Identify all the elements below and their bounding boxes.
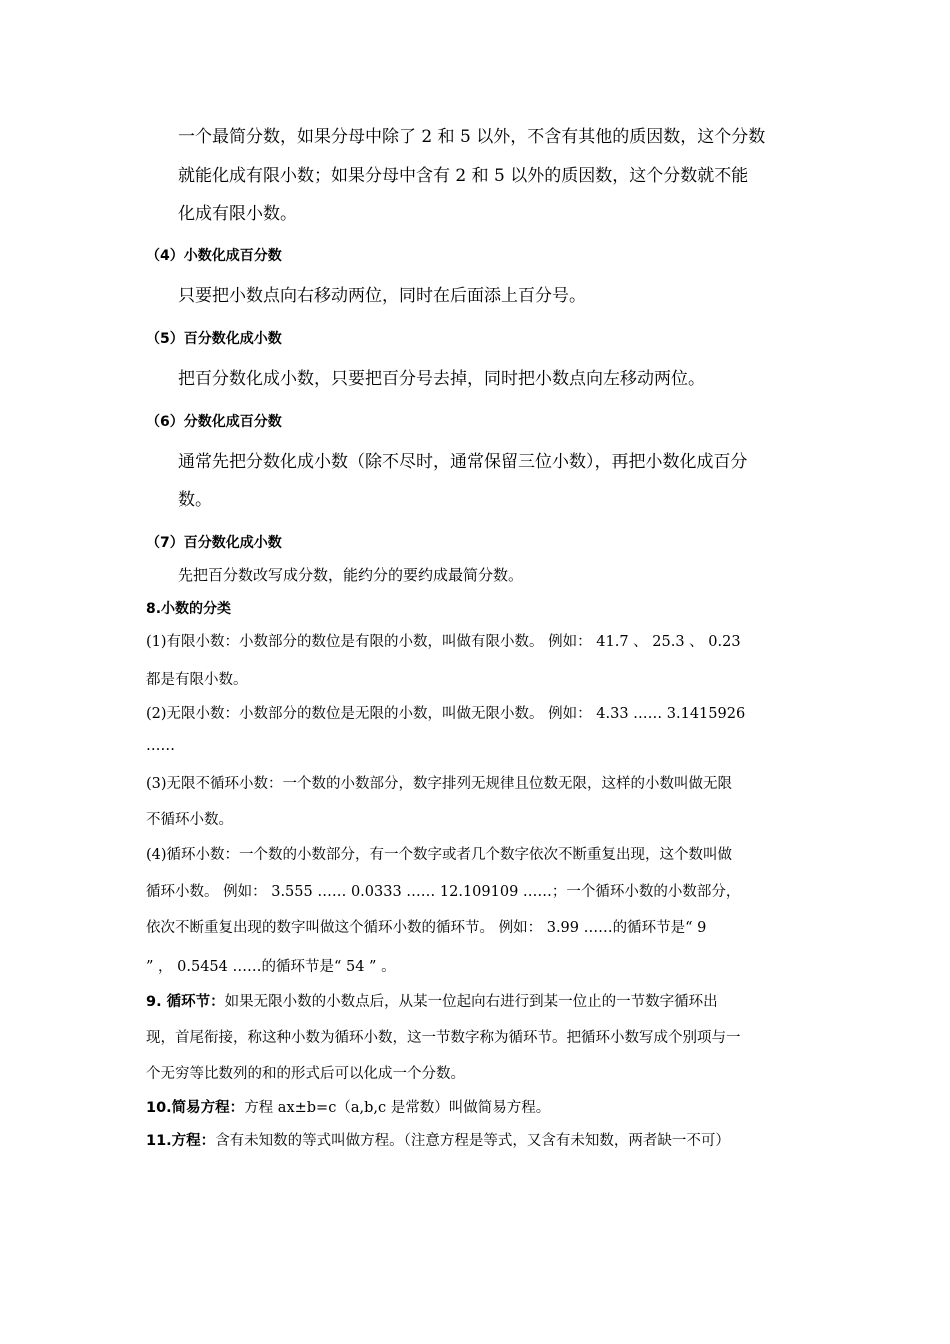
- sub6-line-2: 数。: [178, 490, 212, 510]
- sub4-line-1: 只要把小数点向右移动两位，同时在后面添上百分号。: [178, 286, 586, 306]
- sub4-heading: （4）小数化成百分数: [146, 248, 282, 264]
- sec8-line-3: (2)无限小数：小数部分的数位是无限的小数，叫做无限小数。 例如： 4.33 …… 3.1415926: [146, 706, 746, 722]
- sec11-line: [146, 1131, 730, 1151]
- sec9-label: 9. 循环节：: [146, 994, 225, 1010]
- sec10-line: [146, 1098, 550, 1118]
- sub5-line-1: 把百分数化成小数，只要把百分号去掉，同时把小数点向左移动两位。: [178, 369, 705, 389]
- sec9-line-3: 个无穷等比数列的和的形式后可以化成一个分数。: [146, 1066, 465, 1082]
- sec10-label: 10.简易方程：: [146, 1100, 245, 1116]
- sec11-label: 11.方程：: [146, 1133, 216, 1149]
- sec11-text: 含有未知数的等式叫做方程。（注意方程是等式，又含有未知数，两者缺一不可）: [215, 1133, 730, 1149]
- sec8-heading: 8.小数的分类: [146, 601, 232, 617]
- sub6-heading: （6）分数化成百分数: [146, 414, 282, 430]
- sec10-text: 方程 ax±b=c（a,b,c 是常数）叫做简易方程。: [244, 1100, 551, 1116]
- sec8-line-10: ” ， 0.5454 ……的循环节是“ 54 ” 。: [146, 959, 396, 975]
- sec8-line-6: 不循环小数。: [146, 812, 233, 828]
- sec8-line-9: 依次不断重复出现的数字叫做这个循环小数的循环节。 例如： 3.99 ……的循环节是“ 9: [146, 920, 707, 936]
- sec8-line-5: (3)无限不循环小数：一个数的小数部分，数字排列无规律且位数无限，这样的小数叫做无限: [146, 776, 733, 792]
- sub7-heading: （7）百分数化成小数: [146, 535, 282, 551]
- sec9-line-1: [146, 992, 718, 1012]
- sec8-line-4: ……: [146, 738, 175, 754]
- sub6-line-1: 通常先把分数化成小数（除不尽时，通常保留三位小数），再把小数化成百分: [178, 452, 748, 472]
- sec9-line-2: 现，首尾衔接，称这种小数为循环小数，这一节数字称为循环节。把循环小数写成个别项与一: [146, 1030, 741, 1046]
- sec8-line-2: 都是有限小数。: [146, 672, 248, 688]
- intro-line-2: 就能化成有限小数；如果分母中含有 2 和 5 以外的质因数，这个分数就不能: [178, 166, 749, 186]
- sec8-line-8: 循环小数。 例如： 3.555 …… 0.0333 …… 12.109109 ……；一个循环小数的小数部分，: [146, 884, 741, 900]
- intro-line-1: 一个最简分数，如果分母中除了 2 和 5 以外，不含有其他的质因数，这个分数: [178, 127, 766, 147]
- sub7-line-1: 先把百分数改写成分数，能约分的要约成最简分数。: [178, 566, 524, 584]
- sec8-line-1: (1)有限小数：小数部分的数位是有限的小数，叫做有限小数。 例如： 41.7 、 25.3 、 0.23: [146, 634, 741, 650]
- sec9-text-1: 如果无限小数的小数点后，从某一位起向右进行到某一位止的一节数字循环出: [224, 994, 718, 1010]
- sec8-line-7: (4)循环小数：一个数的小数部分，有一个数字或者几个数字依次不断重复出现，这个数叫做: [146, 847, 733, 863]
- intro-line-3: 化成有限小数。: [178, 204, 297, 224]
- sub5-heading: （5）百分数化成小数: [146, 331, 282, 347]
